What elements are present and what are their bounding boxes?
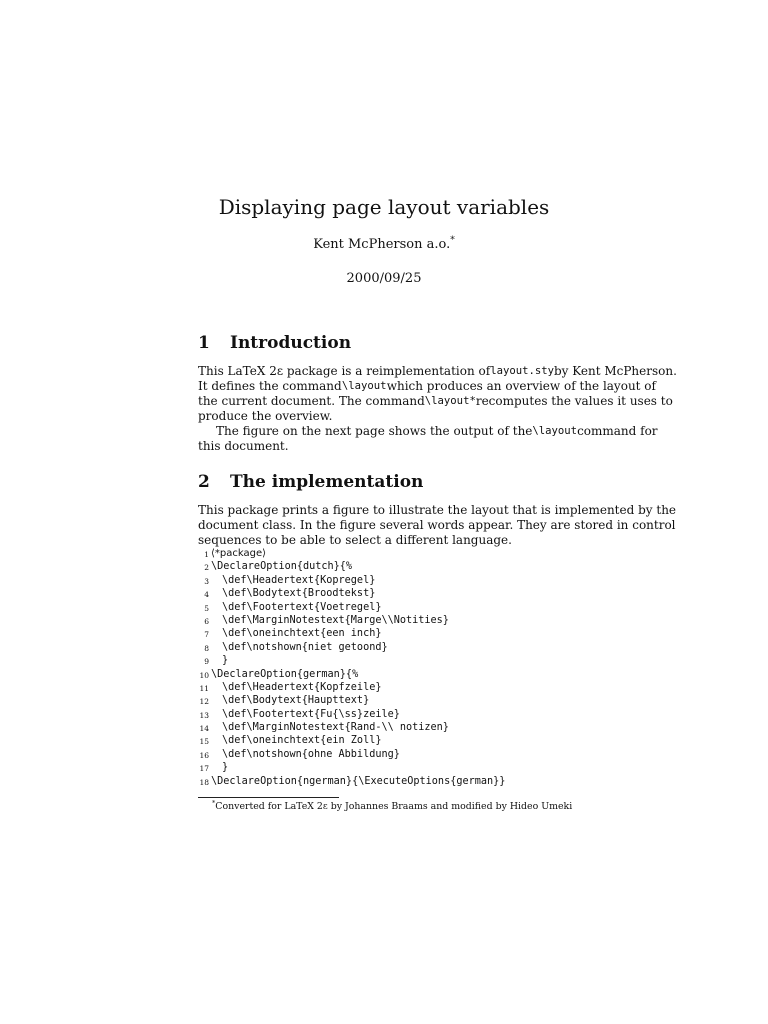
line-number: 4: [204, 590, 209, 600]
code-inline: layout.sty: [490, 365, 554, 377]
line-number: 12: [199, 697, 209, 707]
paper-title: Displaying page layout variables: [218, 195, 550, 219]
footnote-mark: *: [212, 798, 216, 807]
text-span: the current document. The command: [198, 394, 425, 408]
code-line: [198, 735, 658, 748]
code-inline: \layout: [532, 425, 578, 437]
text-line: [198, 364, 677, 379]
text-line: [198, 409, 656, 424]
line-number: 15: [199, 737, 209, 747]
text-span: which produces an overview of the layout of: [386, 379, 656, 393]
code-line: [198, 695, 658, 708]
code-listing: [198, 548, 658, 789]
text-span: This LaTeX 2ε package is a reimplementation of: [198, 364, 491, 378]
code-line: [198, 561, 658, 574]
line-number: 3: [204, 576, 209, 586]
code-text: \def\MarginNotestext{Rand-\\ notizen}: [222, 722, 449, 734]
author-footnote-mark: *: [450, 235, 455, 246]
code-line: [198, 615, 658, 628]
code-text: \DeclareOption{ngerman}{\ExecuteOptions{german}}: [211, 775, 506, 787]
intro-paragraph-1: [198, 364, 677, 424]
code-line: [198, 669, 658, 682]
text-span: by Kent McPherson.: [553, 364, 677, 378]
line-number: 2: [204, 563, 209, 573]
code-line: [198, 628, 658, 641]
text-line: [198, 533, 656, 548]
code-text: \DeclareOption{dutch}{%: [211, 561, 353, 573]
code-text: \def\Footertext{Voetregel}: [222, 601, 382, 613]
line-number: 6: [204, 616, 209, 626]
text-span: command for: [577, 424, 658, 438]
code-line: [198, 722, 658, 735]
code-text: \def\Headertext{Kopregel}: [222, 574, 376, 586]
text-span: produce the overview.: [198, 409, 333, 423]
section-title: Introduction: [230, 333, 352, 353]
text-line: [198, 424, 656, 439]
line-number: 10: [199, 670, 209, 680]
code-text: \def\Bodytext{Haupttext}: [222, 695, 370, 707]
line-number: 9: [204, 657, 209, 667]
paper-date: 2000/09/25: [346, 271, 422, 286]
text-span: This package prints a figure to illustrate the layout that is implemented by the: [198, 503, 677, 517]
implementation-paragraph: [198, 503, 677, 548]
code-line: [198, 575, 658, 588]
line-number: 11: [199, 683, 209, 693]
line-number: 17: [199, 764, 209, 774]
section-heading-introduction: [198, 333, 351, 353]
code-text: ⟨*package⟩: [211, 548, 267, 559]
line-number: 13: [199, 710, 209, 720]
author-name: Kent McPherson a.o.: [313, 237, 451, 252]
code-text: \DeclareOption{german}{%: [211, 668, 359, 680]
code-line: [198, 602, 658, 615]
paper-author: [0, 237, 768, 252]
code-text: }: [222, 762, 229, 774]
code-inline: \layout: [341, 380, 387, 392]
text-span: recomputes the values it uses to: [475, 394, 673, 408]
line-number: 16: [199, 750, 209, 760]
line-number: 8: [204, 643, 209, 653]
text-line: [198, 394, 673, 409]
code-text: }: [222, 655, 229, 667]
code-line: [198, 749, 658, 762]
code-line: [198, 776, 658, 789]
line-number: 1: [204, 550, 209, 559]
code-line: [198, 682, 658, 695]
footnote: [212, 798, 573, 812]
code-text: \def\MarginNotestext{Marge\\Notities}: [222, 614, 449, 626]
line-number: 5: [204, 603, 209, 613]
section-number: 1: [198, 333, 210, 353]
code-line: [198, 762, 658, 775]
code-text: \def\notshown{ohne Abbildung}: [222, 748, 400, 760]
code-line: [198, 642, 658, 655]
line-number: 14: [199, 724, 209, 734]
section-title: The implementation: [230, 472, 424, 492]
code-line: [198, 548, 658, 561]
text-line: [198, 503, 677, 518]
text-line: [198, 379, 656, 394]
code-line: [198, 709, 658, 722]
text-span: The figure on the next page shows the output of the: [216, 424, 533, 438]
footnote-rule: [198, 797, 339, 798]
text-span: this document.: [198, 439, 289, 453]
code-text: \def\oneinchtext{ein Zoll}: [222, 735, 382, 747]
code-text: \def\notshown{niet getoond}: [222, 641, 388, 653]
text-line: [198, 518, 676, 533]
code-inline: \layout*: [424, 395, 476, 407]
footnote-text: Converted for LaTeX 2ε by Johannes Braams and modified by Hideo Umeki: [215, 801, 573, 812]
line-number: 18: [199, 777, 209, 787]
text-span: document class. In the figure several words appear. They are stored in control: [198, 518, 676, 532]
code-text: \def\Headertext{Kopfzeile}: [222, 681, 382, 693]
section-number: 2: [198, 472, 210, 492]
text-line: [198, 439, 656, 454]
code-line: [198, 655, 658, 668]
code-text: \def\Footertext{Fu{\ss}zeile}: [222, 708, 400, 720]
intro-paragraph-2: [198, 424, 656, 454]
code-text: \def\oneinchtext{een inch}: [222, 628, 382, 640]
code-line: [198, 588, 658, 601]
text-span: sequences to be able to select a different language.: [198, 533, 512, 547]
code-text: \def\Bodytext{Broodtekst}: [222, 588, 376, 600]
section-heading-implementation: [198, 472, 423, 492]
line-number: 7: [204, 630, 209, 640]
text-span: It defines the command: [198, 379, 342, 393]
